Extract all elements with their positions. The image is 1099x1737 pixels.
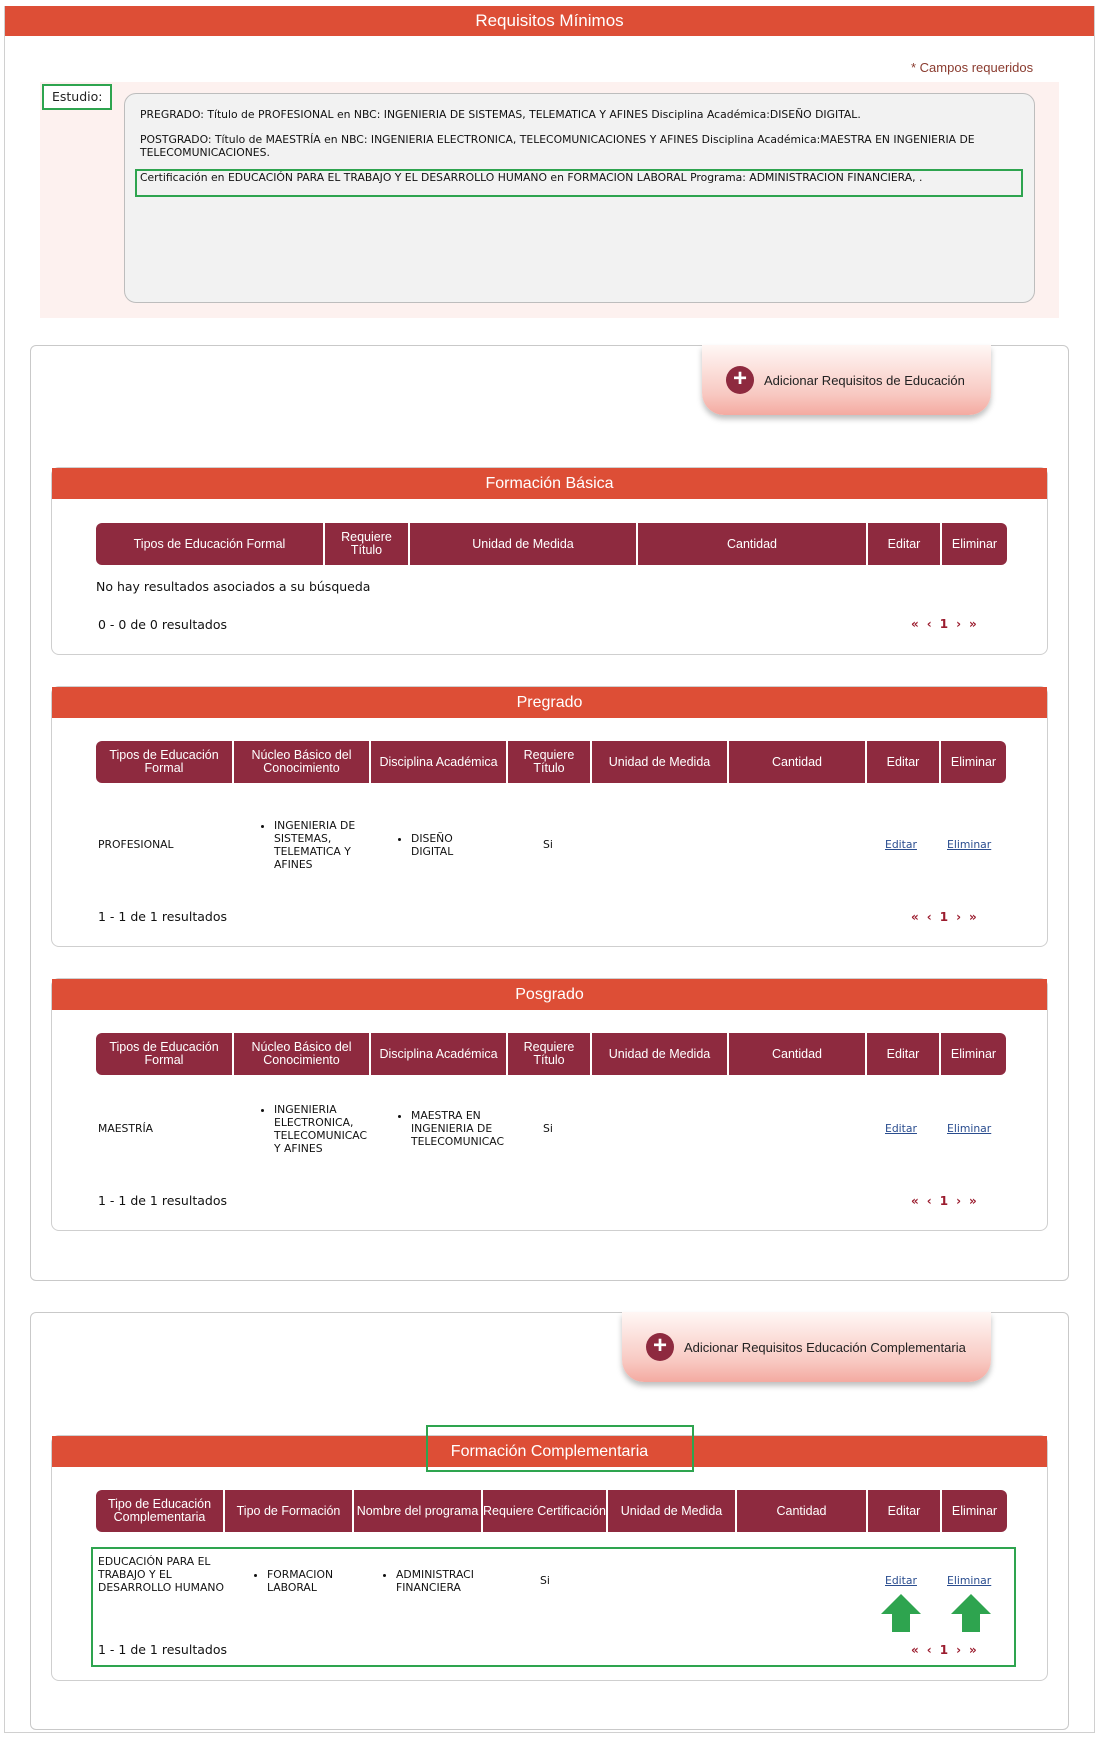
col-cantidad[interactable]: Cantidad xyxy=(729,741,865,783)
results-count: 1 - 1 de 1 resultados xyxy=(98,1193,227,1208)
col-tipo-complementaria[interactable]: Tipo de Educación Complementaria xyxy=(96,1490,223,1532)
col-tipos[interactable]: Tipos de Educación Formal xyxy=(96,523,323,565)
page-number[interactable]: 1 xyxy=(939,910,949,924)
last-page-icon[interactable]: » xyxy=(969,910,977,924)
col-eliminar[interactable]: Eliminar xyxy=(942,523,1007,565)
plus-icon: + xyxy=(726,366,754,394)
section-title: Formación Básica xyxy=(52,468,1047,499)
table-header xyxy=(96,523,1007,565)
section-pregrado xyxy=(51,686,1048,947)
table-header xyxy=(96,741,1006,783)
last-page-icon[interactable]: » xyxy=(969,1194,977,1208)
table-row-programa xyxy=(380,1568,485,1594)
page-title: Requisitos Mínimos xyxy=(5,6,1094,36)
list-item: • DISEÑO DIGITAL xyxy=(411,832,495,858)
add-complementary-button[interactable] xyxy=(622,1312,991,1382)
col-cantidad[interactable]: Cantidad xyxy=(729,1033,865,1075)
list-item: • FORMACION LABORAL xyxy=(267,1568,356,1594)
next-page-icon[interactable]: › xyxy=(956,1194,962,1208)
next-page-icon[interactable]: › xyxy=(956,617,962,631)
edit-link[interactable]: Editar xyxy=(885,1122,917,1135)
estudio-line-certificacion: Certificación en EDUCACIÓN PARA EL TRABAJO Y EL DESARROLLO HUMANO en FORMACION LABORAL Programa: ADMINISTRACION FINANCIERA, . xyxy=(140,171,923,184)
delete-link[interactable]: Eliminar xyxy=(947,1122,992,1135)
arrow-up-icon xyxy=(881,1594,921,1632)
section-title: Posgrado xyxy=(52,979,1047,1010)
col-unidad[interactable]: Unidad de Medida xyxy=(608,1490,735,1532)
last-page-icon[interactable]: » xyxy=(969,617,977,631)
table-row-requiere: Si xyxy=(543,1122,553,1135)
add-education-button[interactable] xyxy=(702,345,991,415)
col-tipo-formacion[interactable]: Tipo de Formación xyxy=(225,1490,352,1532)
section-title: Pregrado xyxy=(52,687,1047,718)
col-eliminar[interactable]: Eliminar xyxy=(941,1033,1006,1075)
col-editar[interactable]: Editar xyxy=(867,741,939,783)
delete-link[interactable]: Eliminar xyxy=(947,838,992,851)
col-unidad[interactable]: Unidad de Medida xyxy=(410,523,636,565)
estudio-line-pregrado: PREGRADO: Título de PROFESIONAL en NBC: INGENIERIA DE SISTEMAS, TELEMATICA Y AFINES Disciplina Académica:DISEÑO DIGITAL. xyxy=(140,108,861,121)
col-nombre-programa[interactable]: Nombre del programa xyxy=(354,1490,481,1532)
col-editar[interactable]: Editar xyxy=(868,523,940,565)
estudio-line-postgrado: POSTGRADO: Título de MAESTRÍA en NBC: INGENIERIA ELECTRONICA, TELECOMUNICACIONES Y AFINES Disciplina Académica:MAESTRA EN INGENIERIA DE TELECOMUNICACIONES. xyxy=(140,133,975,159)
results-count: 1 - 1 de 1 resultados xyxy=(98,909,227,924)
col-editar[interactable]: Editar xyxy=(867,1033,939,1075)
prev-page-icon[interactable]: ‹ xyxy=(926,617,932,631)
pagination xyxy=(911,1643,977,1657)
required-fields-note: * Campos requeridos xyxy=(911,60,1034,75)
pagination xyxy=(911,617,977,631)
list-item: • INGENIERIA ELECTRONICA, TELECOMUNICAC Y AFINES xyxy=(274,1103,373,1155)
estudio-label: Estudio: xyxy=(42,84,112,110)
table-row-tipo: PROFESIONAL xyxy=(98,838,174,851)
table-row-nucleo xyxy=(258,819,373,871)
col-requiere[interactable]: Requiere Título xyxy=(325,523,408,565)
col-unidad[interactable]: Unidad de Medida xyxy=(592,1033,727,1075)
table-row-formacion xyxy=(251,1568,356,1594)
col-unidad[interactable]: Unidad de Medida xyxy=(592,741,727,783)
table-header xyxy=(96,1033,1006,1075)
pagination xyxy=(911,1194,977,1208)
table-row-requiere: Si xyxy=(540,1574,550,1587)
col-cantidad[interactable]: Cantidad xyxy=(737,1490,866,1532)
last-page-icon[interactable]: » xyxy=(969,1643,977,1657)
first-page-icon[interactable]: « xyxy=(911,1643,919,1657)
list-item: • ADMINISTRACI FINANCIERA xyxy=(396,1568,485,1594)
highlight-section-title xyxy=(426,1425,694,1472)
col-eliminar[interactable]: Eliminar xyxy=(942,1490,1007,1532)
pagination xyxy=(911,910,977,924)
estudio-textarea[interactable] xyxy=(124,93,1035,303)
section-title: Formación Complementaria xyxy=(52,1436,1047,1467)
table-row-tipo: EDUCACIÓN PARA EL TRABAJO Y EL DESARROLLO HUMANO xyxy=(98,1555,224,1594)
col-requiere[interactable]: Requiere Título xyxy=(508,741,590,783)
prev-page-icon[interactable]: ‹ xyxy=(926,1194,932,1208)
highlight-row xyxy=(91,1547,1016,1667)
edit-link[interactable]: Editar xyxy=(885,838,917,851)
col-cantidad[interactable]: Cantidad xyxy=(638,523,866,565)
col-requiere[interactable]: Requiere Título xyxy=(508,1033,590,1075)
col-nucleo[interactable]: Núcleo Básico del Conocimiento xyxy=(234,741,369,783)
list-item: • INGENIERIA DE SISTEMAS, TELEMATICA Y AFINES xyxy=(274,819,373,871)
table-row-disciplina xyxy=(395,1109,507,1148)
page-number[interactable]: 1 xyxy=(939,1643,949,1657)
table-row-tipo: MAESTRÍA xyxy=(98,1122,154,1135)
first-page-icon[interactable]: « xyxy=(911,617,919,631)
col-disciplina[interactable]: Disciplina Académica xyxy=(371,741,506,783)
prev-page-icon[interactable]: ‹ xyxy=(926,910,932,924)
list-item: • MAESTRA EN INGENIERIA DE TELECOMUNICAC xyxy=(411,1109,507,1148)
page-number[interactable]: 1 xyxy=(939,617,949,631)
delete-link[interactable]: Eliminar xyxy=(947,1574,992,1587)
results-count: 1 - 1 de 1 resultados xyxy=(98,1642,227,1657)
page-number[interactable]: 1 xyxy=(939,1194,949,1208)
first-page-icon[interactable]: « xyxy=(911,1194,919,1208)
col-tipos[interactable]: Tipos de Educación Formal xyxy=(96,741,232,783)
results-count: 0 - 0 de 0 resultados xyxy=(98,617,227,632)
col-tipos[interactable]: Tipos de Educación Formal xyxy=(96,1033,232,1075)
table-header xyxy=(96,1490,1007,1532)
arrow-up-icon xyxy=(951,1594,991,1632)
table-row-disciplina xyxy=(395,832,495,858)
highlight-certificacion xyxy=(135,169,1023,197)
edit-link[interactable]: Editar xyxy=(885,1574,917,1587)
col-requiere-certificacion[interactable]: Requiere Certificación xyxy=(483,1490,606,1532)
no-results-text: No hay resultados asociados a su búsqueda xyxy=(96,579,371,594)
col-nucleo[interactable]: Núcleo Básico del Conocimiento xyxy=(234,1033,369,1075)
col-disciplina[interactable]: Disciplina Académica xyxy=(371,1033,506,1075)
add-complementary-label: Adicionar Requisitos Educación Complementaria xyxy=(684,1339,966,1355)
plus-icon: + xyxy=(646,1333,674,1361)
col-eliminar[interactable]: Eliminar xyxy=(941,741,1006,783)
next-page-icon[interactable]: › xyxy=(956,1643,962,1657)
first-page-icon[interactable]: « xyxy=(911,910,919,924)
col-editar[interactable]: Editar xyxy=(868,1490,940,1532)
next-page-icon[interactable]: › xyxy=(956,910,962,924)
table-row-nucleo xyxy=(258,1103,373,1155)
add-education-label: Adicionar Requisitos de Educación xyxy=(764,372,965,388)
prev-page-icon[interactable]: ‹ xyxy=(926,1643,932,1657)
table-row-requiere: Si xyxy=(543,838,553,851)
